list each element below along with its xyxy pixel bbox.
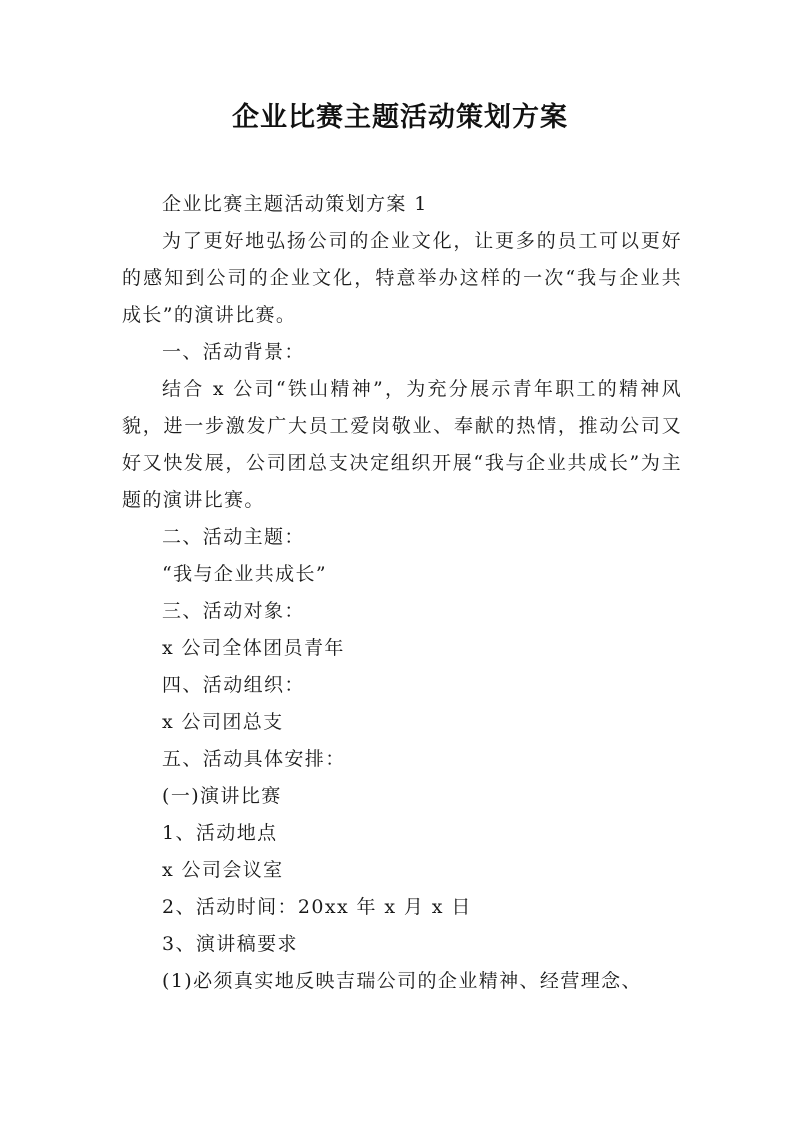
subsection-speech-contest: (一)演讲比赛 [162,785,282,807]
item-speech-requirements: 3、演讲稿要求 [162,933,298,955]
intro-paragraph: 为了更好地弘扬公司的企业文化，让更多的员工可以更好的感知到公司的企业文化，特意举办这样的一次“我与企业共成长”的演讲比赛。 [122,230,682,326]
item-time: 2、活动时间：20xx 年 x 月 x 日 [162,896,472,918]
plan-heading: 企业比赛主题活动策划方案 1 [162,193,428,215]
item-location-heading: 1、活动地点 [162,822,278,844]
requirement-1: (1)必须真实地反映吉瑞公司的企业精神、经营理念、 [162,970,642,992]
section-heading-audience: 三、活动对象： [162,600,305,622]
document-title: 企业比赛主题活动策划方案 [232,102,568,133]
organizer-text: x 公司团总支 [162,711,284,733]
document-body [122,186,682,1000]
section-heading-theme: 二、活动主题： [162,526,305,548]
section-heading-organizer: 四、活动组织： [162,674,305,696]
section-heading-background: 一、活动背景： [162,341,305,363]
theme-text: “我与企业共成长” [162,563,328,585]
section-heading-arrangement: 五、活动具体安排： [162,748,346,770]
audience-text: x 公司全体团员青年 [162,637,345,659]
background-paragraph: 结合 x 公司“铁山精神”，为充分展示青年职工的精神风貌，进一步激发广大员工爱岗敬业、奉献的热情，推动公司又好又快发展，公司团总支决定组织开展“我与企业共成长”为主题的演讲比赛。 [122,378,682,511]
item-location-text: x 公司会议室 [162,859,284,881]
